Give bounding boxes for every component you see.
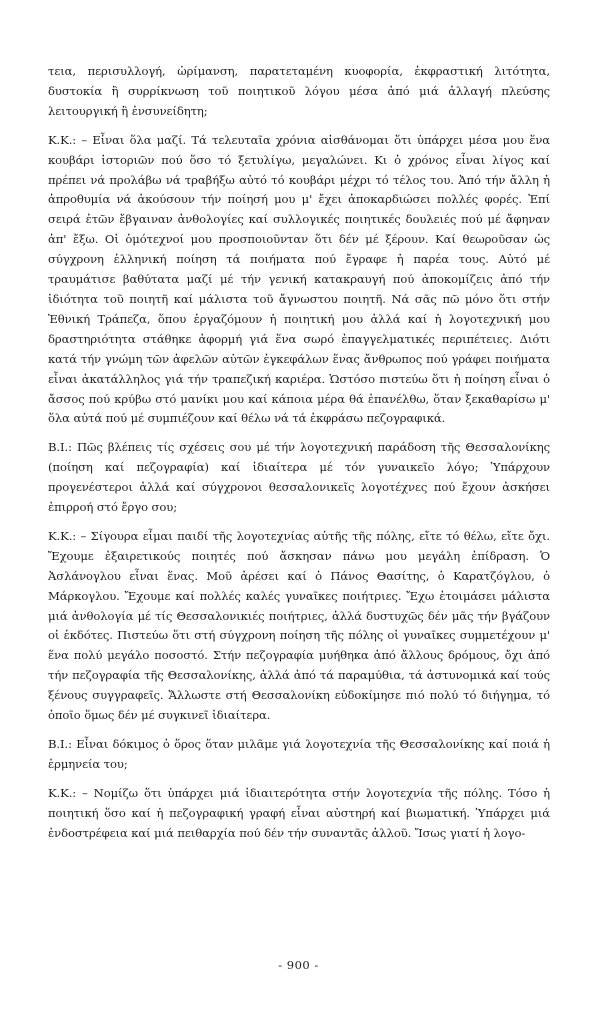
page-number: - 900 -: [278, 958, 319, 972]
paragraph-answer-kk-3: Κ.Κ.: – Νομίζω ὅτι ὑπάρχει μιά ἰδιαιτερότητα στήν λογοτεχνία τῆς πόλης. Τόσο ἡ ποιητική ὅσο καί ἡ πεζογραφική γραφή εἶναι αὐστηρή καί βιωματική. Ὑπάρχει μιά ἐνδοστρέφεια καί μιά πειθαρχία πού δέν τήν συναντᾶς ἀλλοῦ. Ἴσως γιατί ἡ λογο-: [48, 785, 550, 840]
paragraph-question-bi-1: Β.Ι.: Πῶς βλέπεις τίς σχέσεις σου μέ τήν λογοτεχνική παράδοση τῆς Θεσσαλονίκης (ποίηση καί πεζογραφία) καί ἰδιαίτερα μέ τόν γυναικεῖο λόγο; Ὑπάρχουν προγενέστεροι ἀλλά καί σύγχρονοι θεσσαλονικεῖς λογοτέχνες πού ἔχουν ἀσκήσει ἐπιρροή στό ἔργο σου;: [48, 440, 550, 515]
paragraph-answer-kk-1: Κ.Κ.: – Εἶναι ὅλα μαζί. Τά τελευταῖα χρόνια αἰσθάνομαι ὅτι ὑπάρχει μέσα μου ἕνα κουβάρι ἱστοριῶν πού ὅσο τό ξετυλίγω, μεγαλώνει. Κι ὁ χρόνος εἶναι λίγος καί πρέπει νά προλάβω νά τραβήξω αὐτό τό κουβάρι μέχρι τό τέλος του. Ἀπό τήν ἄλλη ἡ ἀπροθυμία νά ἀκούσουν τήν ποίησή μου μ' ἔχει ἀποκαρδιώσει πολλές φορές. Ἐπί σειρά ἐτῶν ἔβγαιναν ἀνθολογίες καί συλλογικές ποιητικές δουλειές πού μέ ἄφηναν ἀπ' ἔξω. Οἱ ὁμότεχνοί μου προσποιοῦνταν ὅτι δέν μέ ξέρουν. Καί θεωροῦσαν ὡς σύγχρονη ἑλληνική ποίηση τά ποιήματα πού ἔγραφε ἡ παρέα τους. Αὐτό μέ τραυμάτισε βαθύτατα μαζί μέ τήν γενική κατακραυγή πού ἀποκομίζεις ἀπό τήν ἰδιότητα τοῦ ποιητῆ καί μάλιστα τοῦ ἄγνωστου ποιητῆ. Νά σᾶς πῶ μόνο ὅτι στήν Ἐθνική Τράπεζα, ὅπου ἐργαζόμουν ἡ ποιητική μου ἀλλά καί ἡ λογοτεχνική μου δραστηριότητα στάθηκε ἀφορμή γιά ἕνα σωρό ἐπαγγελματικές περιπέτειες. Διότι κατά τήν γνώμη τῶν ἀφελῶν αὐτῶν ἐγκεφάλων ἕνας ἄνθρωπος πού γράφει ποιήματα εἶναι ἀκατάλληλος γιά τήν τραπεζική καριέρα. Ὡστόσο πιστεύω ὅτι ἡ ποίηση εἶναι ὁ ἄσσος πού κρύβω στό μανίκι μου καί κάποια μέρα θά ἐπανέλθω, ὅταν ξεκαθαρίσω μ' ὅλα αὐτά πού μέ συμπιέζουν καί θέλω νά τά ἐκφράσω πεζογραφικά.: [48, 132, 550, 426]
paragraph-question-continuation: τεια, περισυλλογή, ὡρίμανση, παρατεταμένη κυοφορία, ἐκφραστική λιτότητα, δυστοκία ἢ συρρίκνωση τοῦ ποιητικοῦ λόγου μέσα ἀπό μιά ἀλλαγή πλεύσης λειτουργική ἢ ἐνσυνείδητη;: [48, 64, 550, 118]
paragraph-question-bi-2: Β.Ι.: Εἶναι δόκιμος ὁ ὅρος ὅταν μιλᾶμε γιά λογοτεχνία τῆς Θεσσαλονίκης καί ποιά ἡ ἑρμηνεία του;: [48, 737, 550, 771]
paragraph-answer-kk-2: Κ.Κ.: – Σίγουρα εἶμαι παιδί τῆς λογοτεχνίας αὐτῆς τῆς πόλης, εἴτε τό θέλω, εἴτε ὄχι. Ἔχουμε ἐξαιρετικούς ποιητές πού ἄσκησαν πάνω μου μεγάλη ἐπίδραση. Ὁ Ἀσλάνογλου εἶναι ἕνας. Μοῦ ἀρέσει καί ὁ Πάνος Θασίτης, ὁ Καρατζόγλου, ὁ Μάρκογλου. Ἔχουμε καί πολλές καλές γυναῖκες ποιήτριες. Ἔχω ἑτοιμάσει μάλιστα μιά ἀνθολογία μέ τίς Θεσσαλονικιές ποιήτριες, ἀλλά δυστυχῶς δέν μᾶς τήν βγάζουν οἱ ἐκδότες. Πιστεύω ὅτι στή σύγχρονη ποίηση τῆς πόλης οἱ γυναῖκες συμμετέχουν μ' ἕνα πολύ μεγάλο ποσοστό. Στήν πεζογραφία μυήθηκα ἀπό ἄλλους δρόμους, ὄχι ἀπό τήν πεζογραφία τῆς Θεσσαλονίκης, ἀλλά ἀπό τά παραμύθια, τά ἀστυνομικά καί τούς ξένους συγγραφεῖς. Ἄλλωστε στή Θεσσαλονίκη εὐδοκίμησε πιό πολύ τό διήγημα, τό ὁποῖο ὅμως δέν μέ συγκινεῖ ἰδιαίτερα.: [48, 528, 550, 723]
